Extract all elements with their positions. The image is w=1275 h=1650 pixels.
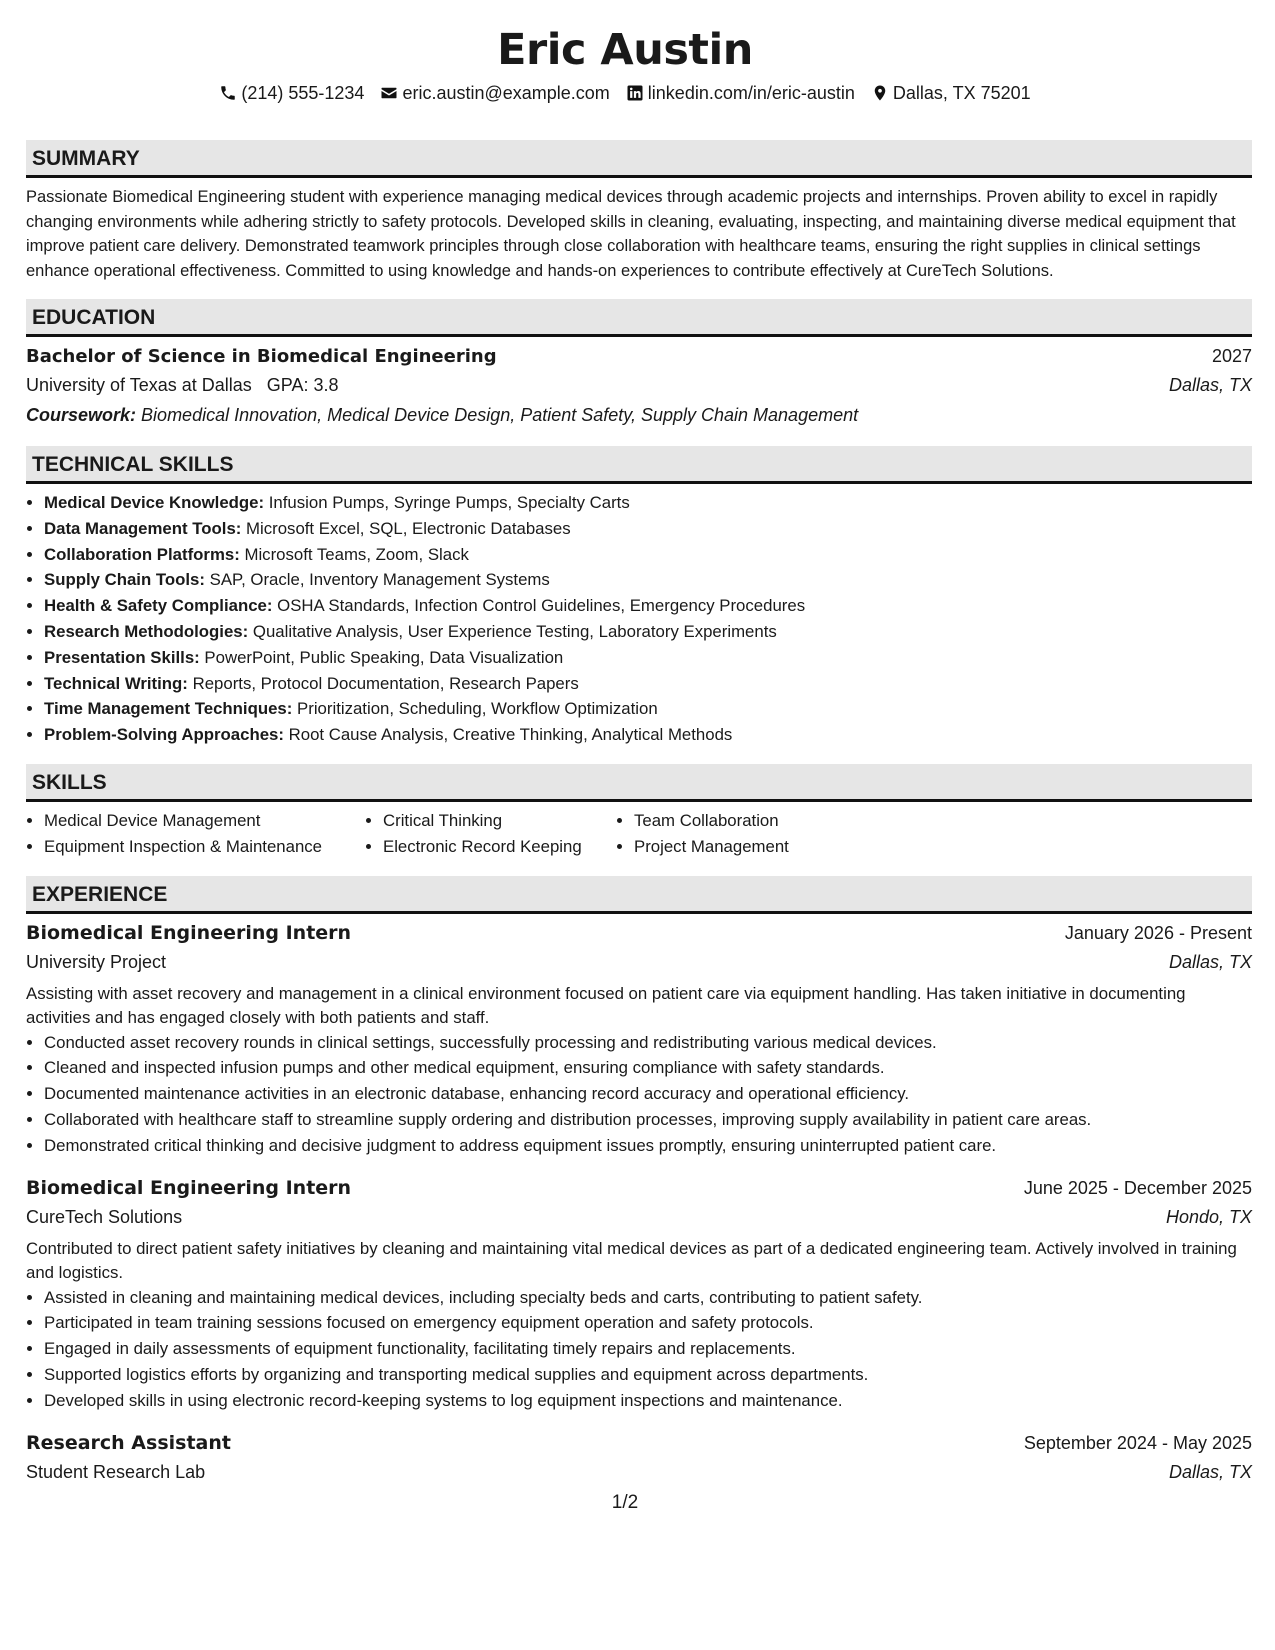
list-item: • Presentation Skills: PowerPoint, Public Speaking, Data Visualization — [44, 645, 1252, 671]
coursework — [26, 400, 1188, 430]
contact-phone[interactable] — [219, 80, 364, 106]
phone-text: (214) 555-1234 — [241, 83, 365, 103]
job-title: Biomedical Engineering Intern — [26, 921, 352, 944]
job-organization: Student Research Lab — [26, 1461, 206, 1482]
job-title: Biomedical Engineering Intern — [26, 1176, 352, 1199]
job-entry — [26, 1173, 1252, 1414]
job-dates: September 2024 - May 2025 — [1023, 1432, 1252, 1453]
list-item: • Conducted asset recovery rounds in clinical settings, successfully processing and redistributing various medical devices. — [44, 1030, 1252, 1056]
candidate-name: Eric Austin — [497, 25, 753, 75]
list-item: • Medical Device Knowledge: Infusion Pumps, Syringe Pumps, Specialty Carts — [44, 490, 1252, 516]
contact-email[interactable] — [380, 80, 609, 106]
list-item: • Developed skills in using electronic record-keeping systems to log equipment inspections and maintenance. — [44, 1388, 1252, 1414]
job-description: Assisting with asset recovery and management in a clinical environment focused on patient care via equipment handling. Has taken initiative in documenting activities and has engaged closely with both patients and staff. — [26, 983, 1186, 1027]
job-bullets — [26, 1285, 1252, 1414]
skills-column — [365, 808, 616, 860]
list-item: • Demonstrated critical thinking and decisive judgment to address equipment issues promptly, ensuring uninterrupted patient care. — [44, 1133, 1252, 1159]
job-entry — [26, 918, 1252, 1159]
skills-heading: SKILLS — [26, 764, 1252, 802]
contact-bar — [0, 80, 1250, 106]
job-bullets — [26, 1030, 1252, 1159]
job-organization: CureTech Solutions — [26, 1206, 183, 1227]
list-item: • Data Management Tools: Microsoft Excel, SQL, Electronic Databases — [44, 516, 1252, 542]
list-item: • Collaborated with healthcare staff to streamline supply ordering and distribution processes, improving supply availability in patient care areas. — [44, 1107, 1252, 1133]
list-item: • Engaged in daily assessments of equipment functionality, facilitating timely repairs and replacements. — [44, 1336, 1252, 1362]
linkedin-text: linkedin.com/in/eric-austin — [647, 83, 855, 103]
phone-icon — [219, 84, 237, 102]
list-item: • Critical Thinking — [383, 808, 616, 834]
list-item: • Health & Safety Compliance: OSHA Standards, Infection Control Guidelines, Emergency Procedures — [44, 593, 1252, 619]
school-name: University of Texas at Dallas — [26, 375, 252, 395]
list-item: • Time Management Techniques: Prioritization, Scheduling, Workflow Optimization — [44, 696, 1252, 722]
experience-heading: EXPERIENCE — [26, 876, 1252, 914]
job-title: Research Assistant — [26, 1431, 231, 1454]
summary-heading: SUMMARY — [26, 140, 1252, 178]
skills-column — [26, 808, 365, 860]
list-item: • Supported logistics efforts by organizing and transporting medical supplies and equipment across departments. — [44, 1362, 1252, 1388]
contact-location — [871, 80, 1031, 106]
page-number: 1/2 — [611, 1492, 639, 1513]
skills-grid — [26, 808, 1188, 860]
email-icon — [380, 84, 398, 102]
linkedin-icon — [626, 84, 644, 102]
list-item: • Supply Chain Tools: SAP, Oracle, Inventory Management Systems — [44, 567, 1252, 593]
technical-skills-list — [26, 490, 1252, 748]
list-item: • Participated in team training sessions focused on emergency equipment operation and safety protocols. — [44, 1310, 1252, 1336]
education-entry — [26, 342, 1252, 430]
job-organization: University Project — [26, 951, 167, 972]
list-item: • Team Collaboration — [634, 808, 874, 834]
coursework-label: Coursework: — [26, 405, 137, 425]
list-item: • Assisted in cleaning and maintaining medical devices, including specialty beds and carts, contributing to patient safety. — [44, 1285, 1252, 1311]
list-item: • Problem-Solving Approaches: Root Cause Analysis, Creative Thinking, Analytical Methods — [44, 722, 1252, 748]
job-description: Contributed to direct patient safety initiatives by cleaning and maintaining vital medical devices as part of a dedicated engineering team. Actively involved in training and logistics. — [26, 1238, 1237, 1282]
list-item: • Project Management — [634, 834, 874, 860]
technical-skills-heading: TECHNICAL SKILLS — [26, 446, 1252, 484]
list-item: • Medical Device Management — [44, 808, 365, 834]
graduation-year: 2027 — [1211, 346, 1252, 366]
list-item: • Research Methodologies: Qualitative Analysis, User Experience Testing, Laboratory Experiments — [44, 619, 1252, 645]
list-item: • Equipment Inspection & Maintenance — [44, 834, 365, 860]
list-item: • Documented maintenance activities in an electronic database, enhancing record accuracy and operational efficiency. — [44, 1081, 1252, 1107]
job-dates: June 2025 - December 2025 — [1023, 1177, 1252, 1198]
job-location: Hondo, TX — [1165, 1206, 1252, 1227]
school-location: Dallas, TX — [1168, 375, 1252, 395]
education-heading: EDUCATION — [26, 299, 1252, 337]
list-item: • Technical Writing: Reports, Protocol Documentation, Research Papers — [44, 671, 1252, 697]
location-icon — [871, 84, 889, 102]
coursework-list: Biomedical Innovation, Medical Device Design, Patient Safety, Supply Chain Management — [141, 405, 859, 425]
job-dates: January 2026 - Present — [1064, 922, 1252, 943]
job-entry — [26, 1428, 1252, 1487]
job-location: Dallas, TX — [1168, 1461, 1252, 1482]
contact-linkedin[interactable] — [626, 80, 855, 106]
job-location: Dallas, TX — [1168, 951, 1252, 972]
list-item: • Cleaned and inspected infusion pumps and other medical equipment, ensuring compliance with safety standards. — [44, 1055, 1252, 1081]
degree-title: Bachelor of Science in Biomedical Engineering — [26, 346, 497, 367]
summary-text: Passionate Biomedical Engineering student with experience managing medical devices through academic projects and internships. Proven ability to excel in rapidly changing environments while adhering strictly to safety protocols. Developed skills in cleaning, evaluating, inspecting, and maintaining diverse medical equipment that improve patient care delivery. Demonstrated teamwork principles through close collaboration with healthcare teams, ensuring the right supplies in clinical settings enhance operational effectiveness. Committed to using knowledge and hands-on experiences to contribute effectively at CureTech Solutions. — [26, 188, 1236, 280]
email-text: eric.austin@example.com — [402, 83, 610, 103]
list-item: • Electronic Record Keeping — [383, 834, 616, 860]
location-text: Dallas, TX 75201 — [892, 83, 1031, 103]
skills-column — [616, 808, 874, 860]
list-item: • Collaboration Platforms: Microsoft Teams, Zoom, Slack — [44, 542, 1252, 568]
gpa: GPA: 3.8 — [266, 375, 339, 395]
